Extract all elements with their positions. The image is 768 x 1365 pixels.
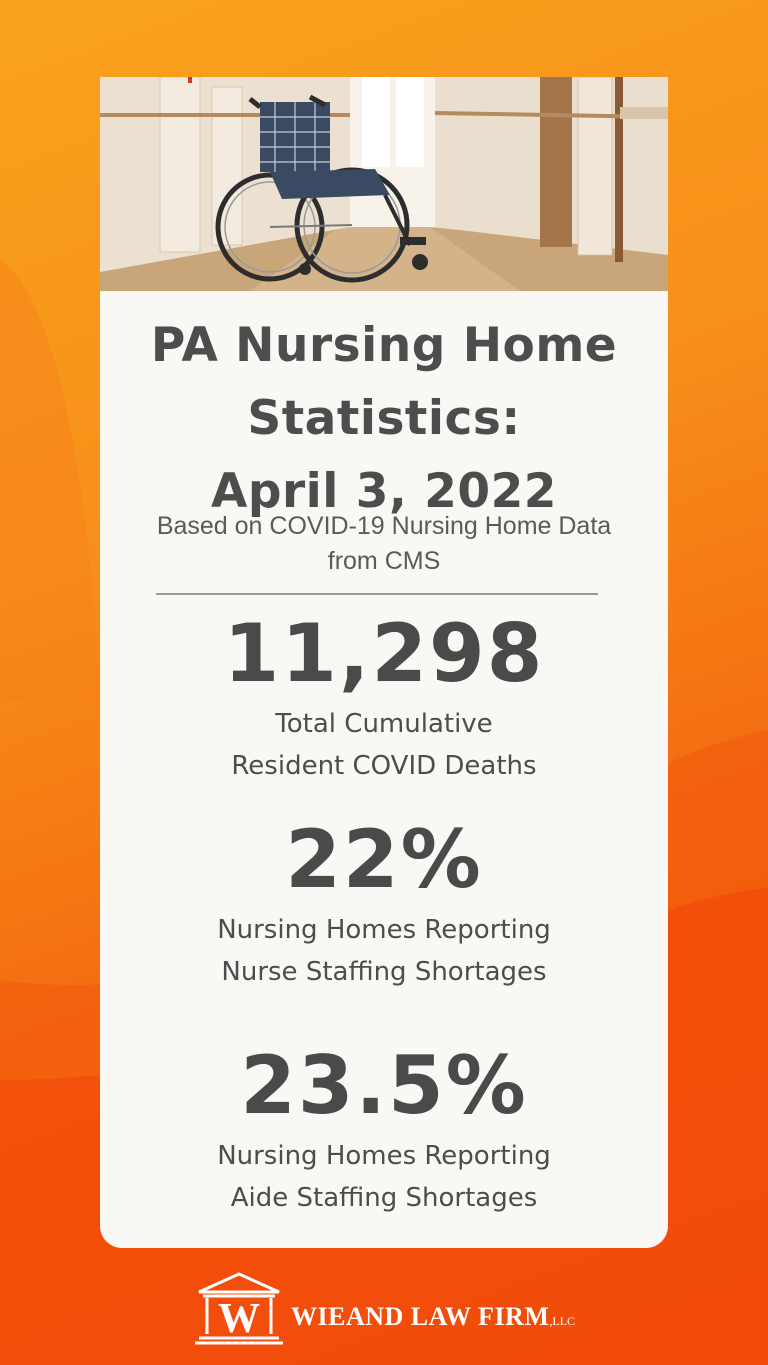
stat-label-line: Nurse Staffing Shortages [221, 957, 547, 987]
firm-logo [195, 1272, 625, 1346]
subtitle-line: from CMS [327, 547, 441, 575]
firm-name [291, 1302, 575, 1332]
source-subtitle [100, 509, 668, 579]
logo-letter: W [218, 1296, 260, 1342]
stat-label-deaths [100, 703, 668, 787]
wheelchair-hallway-photo [100, 77, 668, 291]
title-line: Statistics: [247, 391, 521, 446]
stat-value-deaths: 11,298 [223, 607, 545, 700]
stat-label-line: Total Cumulative [275, 709, 493, 739]
page-title [100, 309, 668, 528]
stat-label-line: Resident COVID Deaths [231, 751, 537, 781]
firm-name-text: WIEAND LAW FIRM [291, 1302, 550, 1331]
firm-suffix: ,LLC [549, 1314, 576, 1328]
divider [156, 593, 598, 595]
stats-card [100, 77, 668, 1248]
subtitle-line: Based on COVID-19 Nursing Home Data [156, 512, 612, 540]
stat-value-nurse-shortage: 22% [285, 813, 483, 906]
stat-label-line: Nursing Homes Reporting [217, 915, 551, 945]
stat-label-line: Nursing Homes Reporting [217, 1141, 551, 1171]
courthouse-logo-icon [195, 1272, 283, 1346]
stat-label-aide-shortage [100, 1135, 668, 1219]
stat-value-aide-shortage: 23.5% [240, 1039, 528, 1132]
title-line: PA Nursing Home [150, 318, 618, 373]
stat-label-nurse-shortage [100, 909, 668, 993]
title-line-date: April 3, 2022 [210, 464, 557, 519]
stat-label-line: Aide Staffing Shortages [230, 1183, 538, 1213]
